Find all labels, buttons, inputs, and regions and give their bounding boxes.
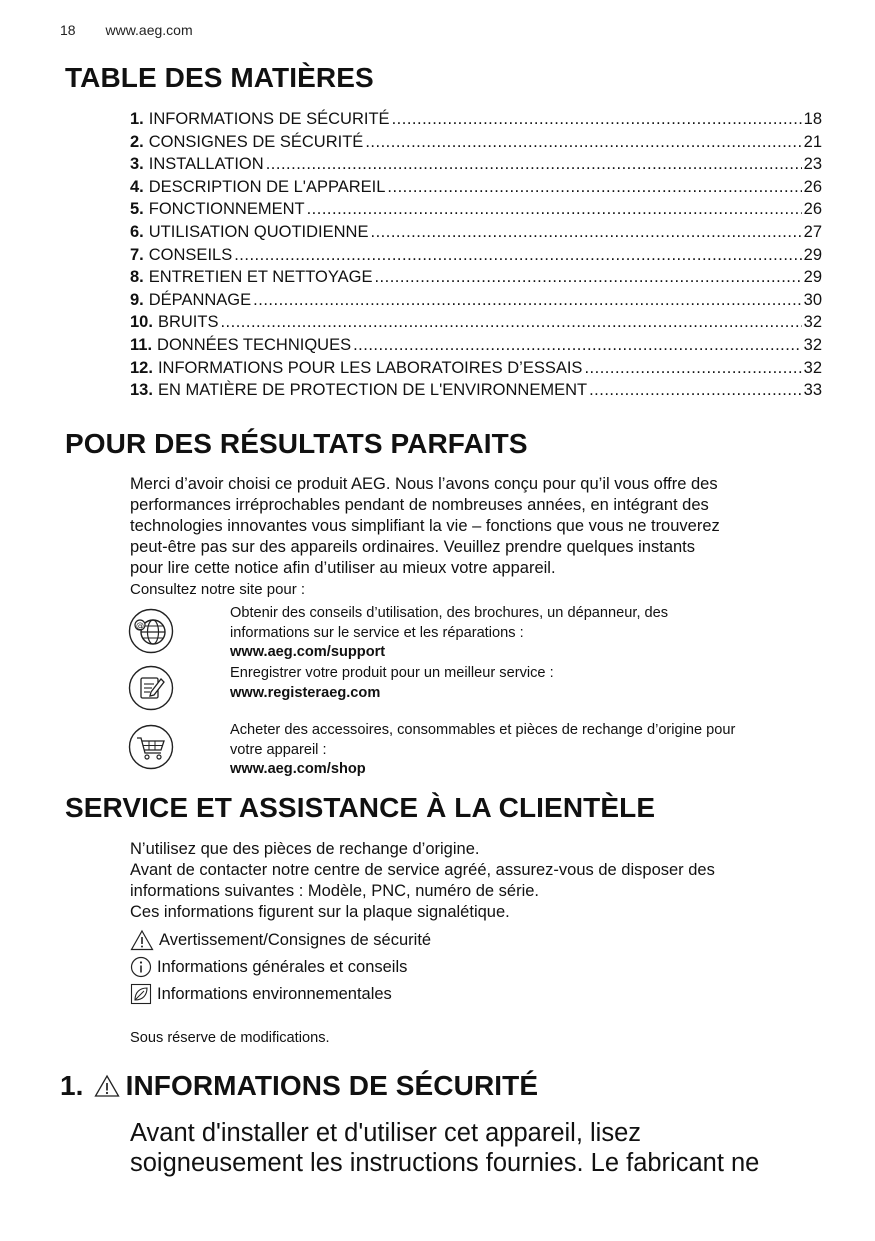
page-number: 18 xyxy=(60,22,76,38)
support-url[interactable]: www.aeg.com/support xyxy=(230,644,386,660)
info-icon xyxy=(130,956,152,978)
support-link-text: Acheter des accessoires, consommables et pièces de rechange d’origine pour votre appareil : www.aeg.com/shop xyxy=(230,722,736,777)
results-line: Merci d’avoir choisi ce produit AEG. Nous l’avons conçu pour qu’il vous offre des xyxy=(130,475,718,493)
service-line: N’utilisez que des pièces de rechange d’origine. xyxy=(130,840,480,858)
web-support-icon xyxy=(128,608,174,654)
legend-item: Avertissement/Consignes de sécurité xyxy=(130,926,431,953)
results-line: peut-être pas sur des appareils ordinaires. Veuillez prendre quelques instants xyxy=(130,538,696,556)
service-line: Avant de contacter notre centre de service agréé, assurez-vous de disposer des xyxy=(130,861,715,879)
results-intro xyxy=(130,474,820,600)
toc-title: TABLE DES MATIÈRES xyxy=(65,62,374,93)
section-number: 1. xyxy=(60,1070,84,1101)
leaf-icon xyxy=(130,983,152,1005)
toc-item[interactable]: 6. UTILISATION QUOTIDIENNE ..... 27 xyxy=(130,221,822,244)
legend-item: Informations environnementales xyxy=(130,980,431,1007)
toc-item[interactable]: 12. INFORMATIONS POUR LES LABORATOIRES D’ESSAIS ..... 32 xyxy=(130,357,822,380)
results-line: technologies innovantes vous simplifiant la vie – fonctions que vous ne trouverez xyxy=(130,517,720,535)
modification-notice: Sous réserve de modifications. xyxy=(130,1030,330,1046)
shopping-cart-icon xyxy=(128,724,174,770)
toc-item[interactable]: 2. CONSIGNES DE SÉCURITÉ ..... 21 xyxy=(130,131,822,154)
page-header xyxy=(60,22,193,38)
toc-item[interactable]: 10. BRUITS ..... 32 xyxy=(130,311,822,334)
toc-item[interactable]: 11. DONNÉES TECHNIQUES ..... 32 xyxy=(130,334,822,357)
toc-item[interactable]: 1. INFORMATIONS DE SÉCURITÉ ..... 18 xyxy=(130,108,822,131)
toc-item[interactable]: 7. CONSEILS ..... 29 xyxy=(130,244,822,267)
service-title: SERVICE ET ASSISTANCE À LA CLIENTÈLE xyxy=(65,792,656,823)
service-line: Ces informations figurent sur la plaque signalétique. xyxy=(130,903,510,921)
header-site[interactable]: www.aeg.com xyxy=(105,22,193,38)
results-title: POUR DES RÉSULTATS PARFAITS xyxy=(65,428,528,459)
support-link-text: Enregistrer votre produit pour un meilleur service : www.registeraeg.com xyxy=(230,665,554,701)
service-intro xyxy=(130,839,820,923)
warning-icon xyxy=(130,929,154,951)
toc-item[interactable]: 13. EN MATIÈRE DE PROTECTION DE L'ENVIRONNEMENT ..... 33 xyxy=(130,379,822,402)
shop-url[interactable]: www.aeg.com/shop xyxy=(230,761,366,777)
results-line: performances irréprochables pendant de nombreuses années, en intégrant des xyxy=(130,496,709,514)
toc-item[interactable]: 5. FONCTIONNEMENT ..... 26 xyxy=(130,198,822,221)
section-1-text xyxy=(130,1118,830,1178)
support-link-text: Obtenir des conseils d’utilisation, des brochures, un dépanneur, des informations sur le service et les réparations : www.aeg.com/support xyxy=(230,605,669,660)
svg-text:@: @ xyxy=(136,621,144,630)
warning-icon xyxy=(94,1074,120,1098)
toc-item[interactable]: 8. ENTRETIEN ET NETTOYAGE ..... 29 xyxy=(130,266,822,289)
toc-item[interactable]: 3. INSTALLATION ..... 23 xyxy=(130,153,822,176)
toc-item[interactable]: 9. DÉPANNAGE ..... 30 xyxy=(130,289,822,312)
table-of-contents xyxy=(130,108,822,402)
toc-item[interactable]: 4. DESCRIPTION DE L'APPAREIL ..... 26 xyxy=(130,176,822,199)
results-line: Consultez notre site pour : xyxy=(130,581,306,598)
register-url[interactable]: www.registeraeg.com xyxy=(230,684,381,701)
legend-item: Informations générales et conseils xyxy=(130,953,431,980)
results-line: pour lire cette notice afin d’utiliser au mieux votre appareil. xyxy=(130,559,556,577)
service-line: informations suivantes : Modèle, PNC, numéro de série. xyxy=(130,882,540,900)
section-1-line: soigneusement les instructions fournies. Le fabricant ne xyxy=(130,1149,760,1177)
register-product-icon xyxy=(128,665,174,711)
section-title: INFORMATIONS DE SÉCURITÉ xyxy=(125,1070,539,1101)
symbol-legend xyxy=(130,926,431,1007)
section-1-heading xyxy=(60,1070,538,1102)
section-1-line: Avant d'installer et d'utiliser cet appareil, lisez xyxy=(130,1119,642,1147)
